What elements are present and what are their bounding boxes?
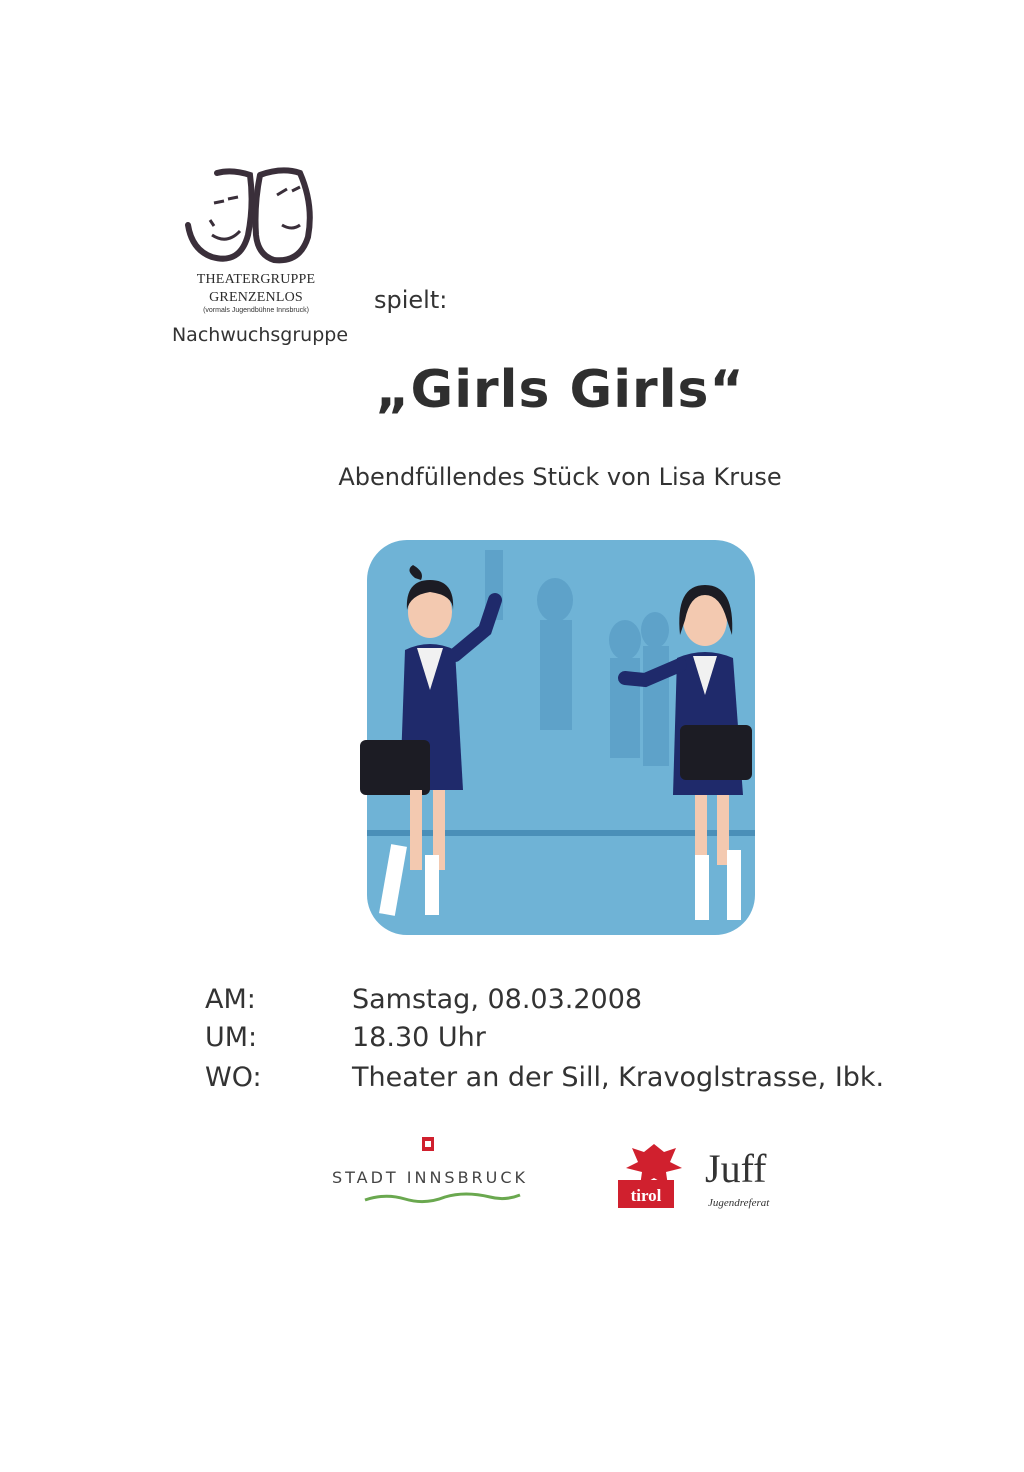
time-value: 18.30 Uhr <box>352 1022 486 1053</box>
subgroup-label: Nachwuchsgruppe <box>171 324 349 346</box>
date-label: AM: <box>205 984 256 1015</box>
schoolgirls-illustration <box>355 540 765 945</box>
play-title: „Girls Girls“ <box>375 360 745 420</box>
location-value: Theater an der Sill, Kravoglstrasse, Ibk. <box>352 1062 885 1093</box>
group-name-line2: GRENZENLOS <box>209 290 303 305</box>
tirol-text: tirol <box>630 1186 662 1205</box>
intro-text: spielt: <box>374 286 448 314</box>
play-subtitle: Abendfüllendes Stück von Lisa Kruse <box>338 463 782 491</box>
date-value: Samstag, 08.03.2008 <box>352 984 643 1015</box>
juff-text: Juff <box>705 1146 767 1191</box>
stadt-innsbruck-text: STADT INNSBRUCK <box>331 1168 529 1187</box>
theater-masks-icon <box>182 165 327 270</box>
group-name-line1: THEATERGRUPPE <box>196 272 316 287</box>
juff-subtitle: Jugendreferat <box>708 1197 770 1209</box>
group-name-note: (vormals Jugendbühne Innsbruck) <box>203 307 309 314</box>
time-label: UM: <box>205 1022 258 1053</box>
location-label: WO: <box>205 1062 262 1093</box>
